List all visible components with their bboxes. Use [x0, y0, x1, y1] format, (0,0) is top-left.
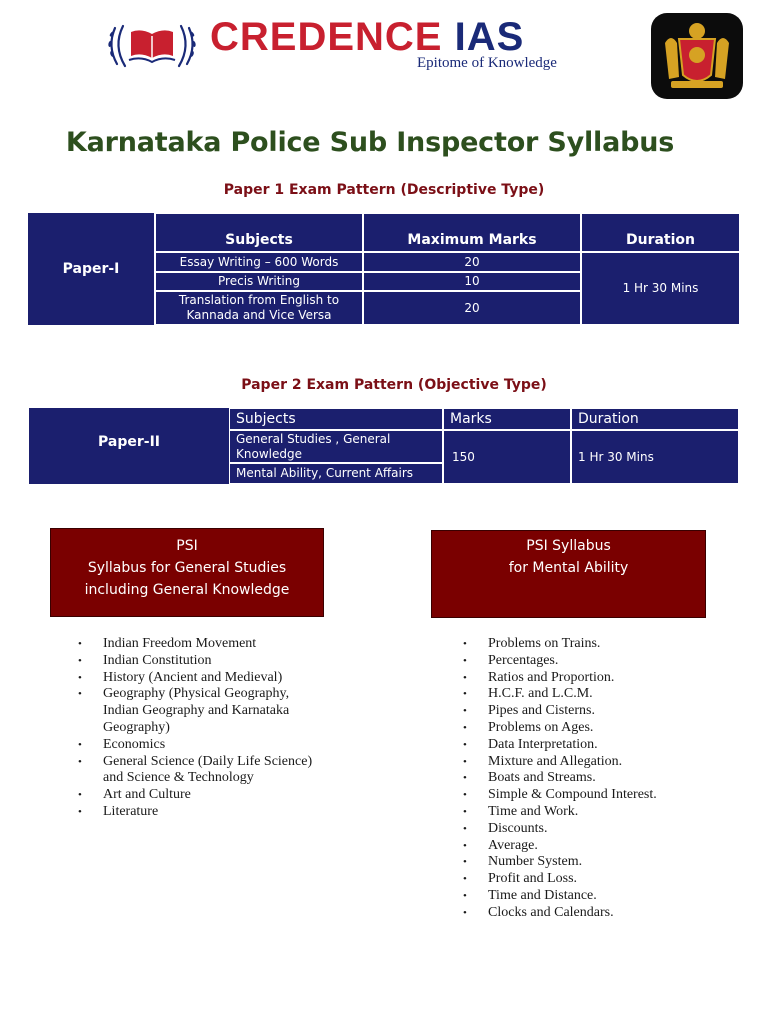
- list-item: • Problems on Ages.: [461, 720, 721, 737]
- list-item: • Indian Freedom Movement: [76, 636, 321, 653]
- list-item: • Art and Culture: [76, 787, 321, 804]
- paper2-duration: 1 Hr 30 Mins: [571, 430, 739, 484]
- page-title: Karnataka Police Sub Inspector Syllabus: [65, 127, 675, 158]
- list-item: • Geography (Physical Geography, Indian Geography and Karnataka Geography): [76, 686, 321, 736]
- paper1-duration: 1 Hr 30 Mins: [581, 252, 740, 325]
- ma-box-line: PSI Syllabus: [526, 538, 611, 554]
- list-item: • Indian Constitution: [76, 653, 321, 670]
- list-item: • Average.: [461, 838, 721, 855]
- paper2-section-title: Paper 2 Exam Pattern (Objective Type): [241, 377, 547, 393]
- paper2-header-marks: Marks: [443, 408, 571, 430]
- list-item: • Economics: [76, 737, 321, 754]
- paper1-section-title: Paper 1 Exam Pattern (Descriptive Type): [223, 182, 545, 198]
- paper1-row-marks: 20: [363, 291, 581, 325]
- brand-name: [210, 14, 524, 60]
- brand-name-part2: IAS: [454, 15, 525, 59]
- paper2-row-subject: General Studies , General Knowledge: [229, 430, 443, 463]
- paper1-header-duration: Duration: [581, 213, 740, 252]
- paper2-name: Paper-II: [98, 433, 160, 450]
- gs-box-line: including General Knowledge: [84, 582, 290, 598]
- paper1-row-marks: 10: [363, 272, 581, 291]
- list-item: • Problems on Trains.: [461, 636, 721, 653]
- paper1-row-marks: 20: [363, 252, 581, 272]
- paper1-row-subject: Essay Writing – 600 Words: [155, 252, 363, 272]
- brand-name-part1: CREDENCE: [210, 15, 443, 59]
- paper2-table: [29, 408, 739, 484]
- paper2-row-subject: Mental Ability, Current Affairs: [229, 463, 443, 484]
- paper1-name: Paper-I: [28, 213, 155, 325]
- list-item: • Profit and Loss.: [461, 871, 721, 888]
- ma-box-line: for Mental Ability: [508, 560, 629, 576]
- gs-box-line: Syllabus for General Studies: [87, 560, 287, 576]
- brand-tagline: Epitome of Knowledge: [417, 55, 557, 71]
- list-item: • Literature: [76, 804, 321, 821]
- list-item: • Ratios and Proportion.: [461, 670, 721, 687]
- list-item: • Percentages.: [461, 653, 721, 670]
- paper1-header-subjects: Subjects: [155, 213, 363, 252]
- mental-ability-box: [431, 530, 706, 618]
- list-item: • Mixture and Allegation.: [461, 754, 721, 771]
- paper1-row-subject: Precis Writing: [155, 272, 363, 291]
- list-item: • Boats and Streams.: [461, 770, 721, 787]
- list-item: • History (Ancient and Medieval): [76, 670, 321, 687]
- paper1-row-subject: Translation from English to Kannada and Vice Versa: [155, 291, 363, 325]
- list-item: • Data Interpretation.: [461, 737, 721, 754]
- paper1-table: [28, 213, 740, 325]
- gs-box-line: PSI: [176, 538, 198, 554]
- list-item: • Time and Distance.: [461, 888, 721, 905]
- karnataka-emblem-icon: [651, 13, 743, 99]
- list-item: • General Science (Daily Life Science) and Science & Technology: [76, 754, 321, 788]
- paper2-marks: 150: [443, 430, 571, 484]
- general-studies-box: [50, 528, 324, 617]
- list-item: • Number System.: [461, 854, 721, 871]
- mental-ability-list: [461, 636, 721, 922]
- list-item: • H.C.F. and L.C.M.: [461, 686, 721, 703]
- list-item: • Time and Work.: [461, 804, 721, 821]
- paper2-header-subjects: Subjects: [229, 408, 443, 430]
- list-item: • Clocks and Calendars.: [461, 905, 721, 922]
- paper1-header-marks: Maximum Marks: [363, 213, 581, 252]
- logo-book-icon: [103, 18, 201, 74]
- list-item: • Simple & Compound Interest.: [461, 787, 721, 804]
- list-item: • Pipes and Cisterns.: [461, 703, 721, 720]
- general-studies-list: [76, 636, 321, 821]
- list-item: • Discounts.: [461, 821, 721, 838]
- paper2-header-duration: Duration: [571, 408, 739, 430]
